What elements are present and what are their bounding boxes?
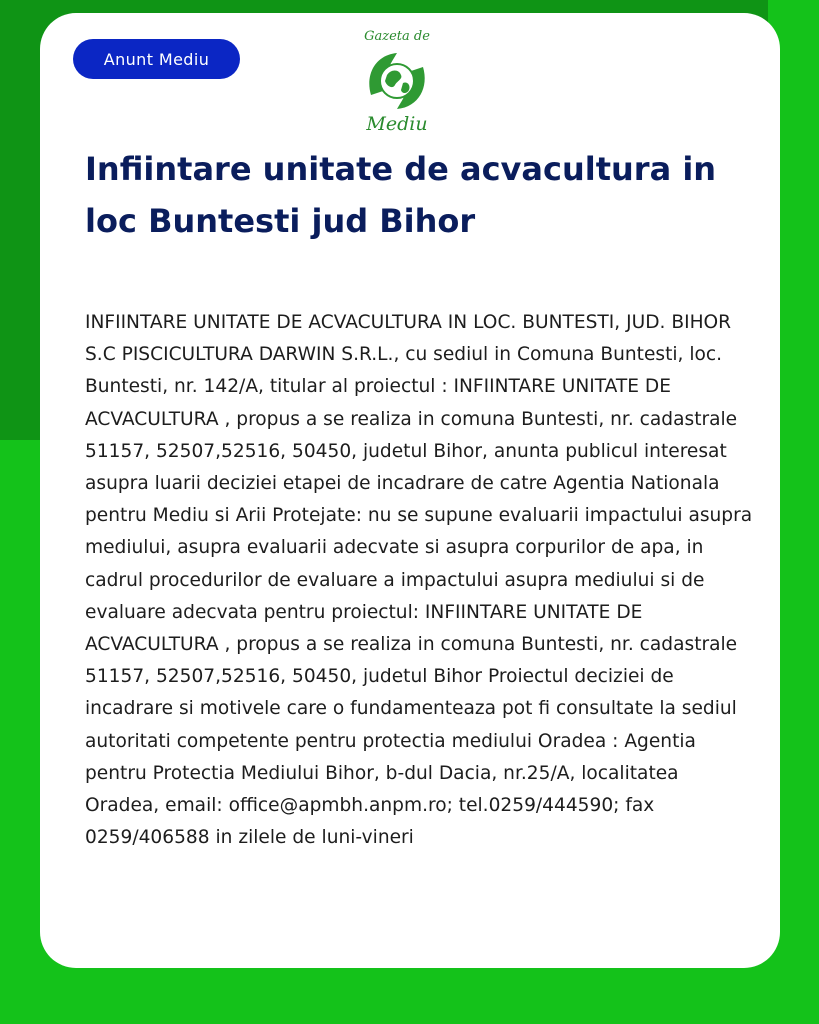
gazeta-de-mediu-logo [353, 29, 441, 143]
article-body: INFIINTARE UNITATE DE ACVACULTURA IN LOC. BUNTESTI, JUD. BIHOR S.C PISCICULTURA DARWIN S.R.L., cu sediul in Comuna Buntesti, loc. Buntesti, nr. 142/A, titular al proiectul : INFIINTARE UNITATE DE ACVACULTURA , propus a se realiza in comuna Buntesti, nr. cadastrale 51157, 52507,52516, 50450, judetul Bihor, anunta publicul interesat asupra luarii deciziei etapei de incadrare de catre Agentia Nationala pentru Mediu si Arii Protejate: nu se supune evaluarii impactului asupra mediului, asupra evaluarii adecvate si asupra corpurilor de apa, in cadrul procedurilor de evaluare a impactului asupra mediului si de evaluare adecvata pentru proiectul: INFIINTARE UNITATE DE ACVACULTURA , propus a se realiza in comuna Buntesti, nr. cadastrale 51157, 52507,52516, 50450, judetul Bihor Proiectul deciziei de incadrare si motivele care o fundamenteaza pot fi consultate la sediul autoritati competente pentru protectia mediului Oradea : Agentia pentru Protectia Mediului Bihor, b-dul Dacia, nr.25/A, localitatea Oradea, email: office@apmbh.anpm.ro; tel.0259/444590; fax 0259/406588 in zilele de luni-vineri [85, 312, 753, 849]
globe-leaf-icon [361, 45, 433, 117]
logo-bottom-text: Mediu [366, 113, 428, 135]
announcement-card [40, 13, 780, 968]
logo-top-text: Gazeta de [364, 29, 430, 44]
category-badge-label: Anunt Mediu [103, 49, 210, 69]
category-badge [73, 39, 240, 79]
article-title: Infiintare unitate de acvacultura in loc Buntesti jud Bihor [85, 150, 717, 240]
